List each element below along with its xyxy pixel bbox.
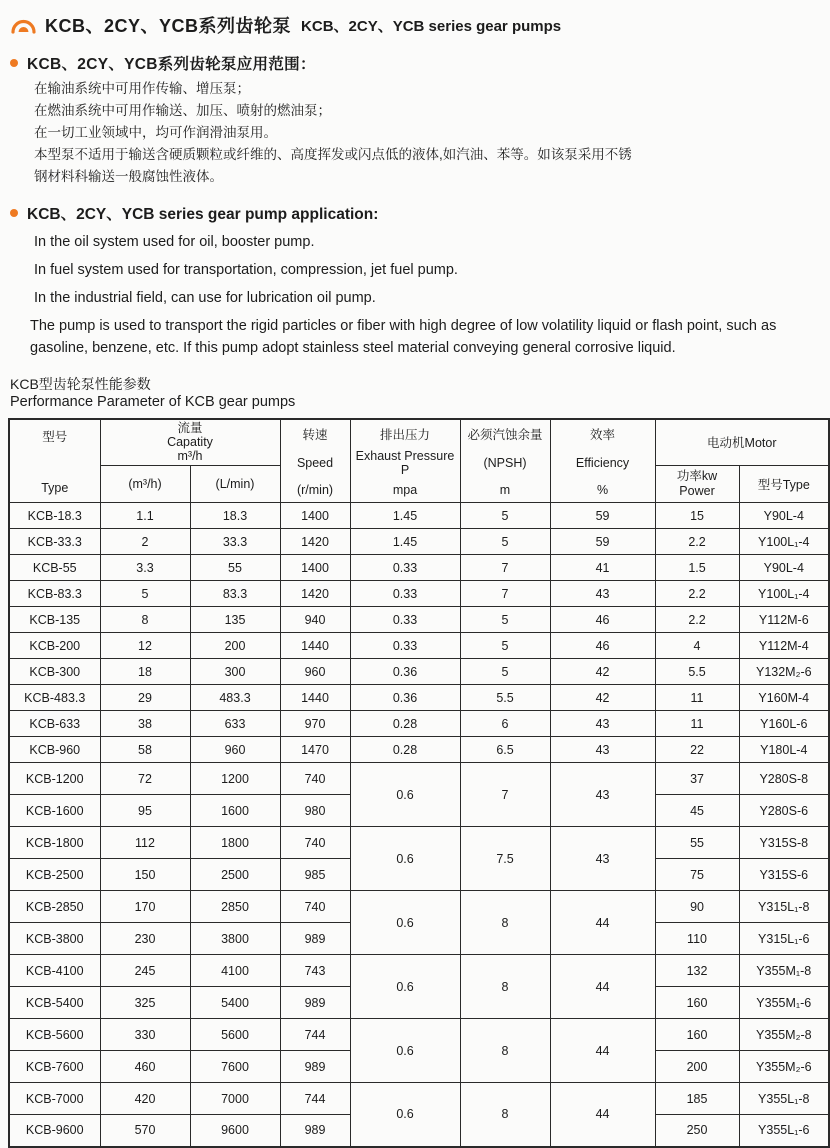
table-row	[9, 633, 829, 659]
cell-lmin: 483.3	[190, 685, 280, 711]
cell-motor-type: Y315S-8	[739, 827, 829, 859]
section-heading-zh-label: KCB、2CY、YCB系列齿轮泵应用范围：	[27, 56, 316, 73]
header-efficiency	[550, 419, 655, 503]
performance-table	[8, 418, 830, 1148]
header-npsh	[460, 419, 550, 503]
header-speed-zh: 转速	[302, 428, 328, 442]
header-capacity-m3h: (m³/h)	[100, 465, 190, 502]
cell-model: KCB-1800	[9, 827, 100, 859]
cell-power: 1.5	[655, 555, 739, 581]
cell-efficiency: 46	[550, 607, 655, 633]
cell-pressure: 1.45	[350, 529, 460, 555]
cell-motor-type: Y90L-4	[739, 503, 829, 529]
cell-speed: 940	[280, 607, 350, 633]
cell-efficiency: 43	[550, 737, 655, 763]
cell-power: 11	[655, 711, 739, 737]
table-row	[9, 685, 829, 711]
cell-lmin: 4100	[190, 955, 280, 987]
cell-motor-type: Y280S-8	[739, 763, 829, 795]
cell-pressure: 0.6	[350, 1083, 460, 1147]
cell-power: 2.2	[655, 581, 739, 607]
cell-pressure: 0.33	[350, 633, 460, 659]
cell-npsh: 5	[460, 607, 550, 633]
table-row	[9, 581, 829, 607]
cell-efficiency: 44	[550, 1083, 655, 1147]
cell-speed: 740	[280, 763, 350, 795]
cell-power: 45	[655, 795, 739, 827]
cell-npsh: 8	[460, 1019, 550, 1083]
header-power	[655, 465, 739, 502]
cell-model: KCB-200	[9, 633, 100, 659]
cell-m3h: 325	[100, 987, 190, 1019]
header-efficiency-unit: %	[596, 483, 609, 497]
cell-lmin: 33.3	[190, 529, 280, 555]
cell-npsh: 7	[460, 555, 550, 581]
cell-power: 11	[655, 685, 739, 711]
cell-npsh: 7	[460, 581, 550, 607]
cell-pressure: 0.28	[350, 711, 460, 737]
cell-efficiency: 44	[550, 955, 655, 1019]
cell-lmin: 1600	[190, 795, 280, 827]
cell-speed: 1440	[280, 685, 350, 711]
cell-npsh: 8	[460, 955, 550, 1019]
cell-lmin: 3800	[190, 923, 280, 955]
cell-speed: 744	[280, 1019, 350, 1051]
cell-lmin: 135	[190, 607, 280, 633]
cell-pressure: 0.28	[350, 737, 460, 763]
cell-power: 55	[655, 827, 739, 859]
cell-npsh: 7.5	[460, 827, 550, 891]
cell-lmin: 633	[190, 711, 280, 737]
cell-model: KCB-135	[9, 607, 100, 633]
header-efficiency-zh: 效率	[590, 428, 616, 442]
cell-lmin: 55	[190, 555, 280, 581]
table-row	[9, 607, 829, 633]
cell-efficiency: 43	[550, 763, 655, 827]
en-text-line: In the industrial field, can use for lubrication oil pump.	[34, 290, 376, 306]
cell-npsh: 5	[460, 659, 550, 685]
cell-model: KCB-483.3	[9, 685, 100, 711]
cell-npsh: 6	[460, 711, 550, 737]
cell-speed: 1440	[280, 633, 350, 659]
table-title-en: Performance Parameter of KCB gear pumps	[10, 394, 296, 410]
cell-motor-type: Y160L-6	[739, 711, 829, 737]
cell-lmin: 2500	[190, 859, 280, 891]
cell-npsh: 5	[460, 503, 550, 529]
cell-m3h: 245	[100, 955, 190, 987]
header-model-en: Type	[41, 481, 69, 495]
header-efficiency-en: Efficiency	[575, 456, 630, 470]
cell-lmin: 9600	[190, 1115, 280, 1147]
cell-model: KCB-2500	[9, 859, 100, 891]
document-header	[10, 12, 822, 38]
cell-m3h: 170	[100, 891, 190, 923]
cell-m3h: 330	[100, 1019, 190, 1051]
cell-pressure: 0.36	[350, 685, 460, 711]
cell-power: 90	[655, 891, 739, 923]
cell-lmin: 7000	[190, 1083, 280, 1115]
cell-efficiency: 42	[550, 685, 655, 711]
section-heading-en	[10, 202, 822, 224]
header-capacity-zh: 流量	[177, 421, 203, 436]
cell-speed: 740	[280, 891, 350, 923]
cell-motor-type: Y112M-6	[739, 607, 829, 633]
cell-model: KCB-2850	[9, 891, 100, 923]
en-text-line: In the oil system used for oil, booster pump.	[34, 234, 315, 250]
cell-power: 75	[655, 859, 739, 891]
table-row	[9, 891, 829, 923]
cell-motor-type: Y315L₁-8	[739, 891, 829, 923]
table-row	[9, 827, 829, 859]
cell-power: 37	[655, 763, 739, 795]
en-application-text	[34, 228, 822, 312]
cell-speed: 1420	[280, 581, 350, 607]
cell-motor-type: Y100L₁-4	[739, 529, 829, 555]
cell-lmin: 83.3	[190, 581, 280, 607]
table-row	[9, 763, 829, 795]
cell-model: KCB-3800	[9, 923, 100, 955]
cell-m3h: 112	[100, 827, 190, 859]
header-pressure-en: Exhaust Pressure P	[355, 449, 455, 477]
cell-model: KCB-5400	[9, 987, 100, 1019]
cell-power: 185	[655, 1083, 739, 1115]
table-row	[9, 529, 829, 555]
cell-m3h: 8	[100, 607, 190, 633]
cell-m3h: 29	[100, 685, 190, 711]
header-power-zh: 功率kw	[676, 468, 718, 483]
cell-model: KCB-4100	[9, 955, 100, 987]
bullet-icon	[10, 209, 18, 217]
cell-lmin: 5400	[190, 987, 280, 1019]
cell-efficiency: 41	[550, 555, 655, 581]
cell-efficiency: 59	[550, 529, 655, 555]
cell-power: 132	[655, 955, 739, 987]
cell-lmin: 300	[190, 659, 280, 685]
cell-motor-type: Y180L-4	[739, 737, 829, 763]
cell-efficiency: 43	[550, 581, 655, 607]
table-row	[9, 711, 829, 737]
cell-efficiency: 43	[550, 827, 655, 891]
header-capacity-lmin: (L/min)	[190, 465, 280, 502]
header-pressure-unit: mpa	[392, 483, 418, 497]
cell-speed: 1420	[280, 529, 350, 555]
table-row	[9, 737, 829, 763]
cell-m3h: 95	[100, 795, 190, 827]
cell-m3h: 2	[100, 529, 190, 555]
header-pressure	[350, 419, 460, 503]
table-row	[9, 1019, 829, 1051]
cell-efficiency: 42	[550, 659, 655, 685]
cell-speed: 989	[280, 1051, 350, 1083]
table-row	[9, 1083, 829, 1115]
cell-power: 250	[655, 1115, 739, 1147]
cell-npsh: 5	[460, 633, 550, 659]
table-row	[9, 555, 829, 581]
cell-efficiency: 46	[550, 633, 655, 659]
zh-text-line: 在一切工业领域中，均可作润滑油泵用。	[34, 125, 277, 140]
cell-motor-type: Y112M-4	[739, 633, 829, 659]
cell-pressure: 0.6	[350, 763, 460, 827]
header-capacity-unit: m³/h	[177, 449, 203, 464]
cell-motor-type: Y315L₁-6	[739, 923, 829, 955]
en-paragraph: The pump is used to transport the rigid particles or fiber with high degree of low volatility liquid or flash point, such as gasoline, benzene, etc. If this pump adopt stainless steel material conveying general corrosive liquid.	[30, 318, 777, 356]
table-row	[9, 955, 829, 987]
cell-model: KCB-9600	[9, 1115, 100, 1147]
header-speed-en: Speed	[296, 456, 334, 470]
header-motor: 电动机Motor	[655, 419, 829, 465]
cell-efficiency: 59	[550, 503, 655, 529]
cell-m3h: 3.3	[100, 555, 190, 581]
header-npsh-en: (NPSH)	[483, 456, 527, 470]
header-pressure-zh: 排出压力	[380, 428, 431, 442]
cell-pressure: 0.6	[350, 891, 460, 955]
cell-model: KCB-55	[9, 555, 100, 581]
cell-speed: 989	[280, 1115, 350, 1147]
cell-model: KCB-83.3	[9, 581, 100, 607]
cell-motor-type: Y160M-4	[739, 685, 829, 711]
bullet-icon	[10, 59, 18, 67]
table-row	[9, 503, 829, 529]
cell-pressure: 0.36	[350, 659, 460, 685]
zh-text-line: 在燃油系统中可用作输送、加压、喷射的燃油泵；	[34, 103, 331, 118]
cell-model: KCB-1600	[9, 795, 100, 827]
cell-model: KCB-33.3	[9, 529, 100, 555]
cell-power: 2.2	[655, 529, 739, 555]
zh-text-line: 在输油系统中可用作传输、增压泵；	[34, 81, 250, 96]
cell-speed: 960	[280, 659, 350, 685]
section-heading-en-label: KCB、2CY、YCB series gear pump application:	[27, 206, 379, 223]
cell-speed: 989	[280, 987, 350, 1019]
cell-npsh: 5.5	[460, 685, 550, 711]
cell-motor-type: Y355M₂-6	[739, 1051, 829, 1083]
page-title-en: KCB、2CY、YCB series gear pumps	[301, 17, 562, 35]
cell-model: KCB-960	[9, 737, 100, 763]
header-speed-unit: (r/min)	[296, 483, 334, 497]
cell-lmin: 1800	[190, 827, 280, 859]
zh-text-line: 钢材料科输送一般腐蚀性液体。	[34, 169, 223, 184]
cell-speed: 970	[280, 711, 350, 737]
cell-motor-type: Y315S-6	[739, 859, 829, 891]
cell-lmin: 18.3	[190, 503, 280, 529]
cell-model: KCB-300	[9, 659, 100, 685]
header-power-en: Power	[679, 483, 715, 498]
cell-m3h: 150	[100, 859, 190, 891]
cell-m3h: 570	[100, 1115, 190, 1147]
section-heading-zh	[10, 52, 822, 74]
cell-lmin: 7600	[190, 1051, 280, 1083]
brand-arc-icon	[10, 16, 37, 35]
header-capacity-en: Capatity	[167, 435, 213, 450]
cell-efficiency: 44	[550, 1019, 655, 1083]
cell-speed: 740	[280, 827, 350, 859]
cell-power: 110	[655, 923, 739, 955]
cell-power: 4	[655, 633, 739, 659]
header-model-zh: 型号	[42, 430, 68, 444]
table-body	[9, 503, 829, 1147]
cell-motor-type: Y90L-4	[739, 555, 829, 581]
cell-lmin: 200	[190, 633, 280, 659]
cell-power: 160	[655, 987, 739, 1019]
cell-model: KCB-633	[9, 711, 100, 737]
cell-lmin: 2850	[190, 891, 280, 923]
cell-m3h: 1.1	[100, 503, 190, 529]
cell-motor-type: Y355L₁-8	[739, 1083, 829, 1115]
header-motor-type: 型号Type	[739, 465, 829, 502]
cell-lmin: 1200	[190, 763, 280, 795]
cell-pressure: 0.33	[350, 555, 460, 581]
cell-npsh: 7	[460, 763, 550, 827]
zh-text-line: 本型泵不适用于输送含硬质颗粒或纤维的、高度挥发或闪点低的液体,如汽油、苯等。如该泵采用不锈	[34, 147, 632, 162]
header-npsh-unit: m	[499, 483, 511, 497]
cell-speed: 1470	[280, 737, 350, 763]
cell-npsh: 6.5	[460, 737, 550, 763]
header-npsh-zh: 必须汽蚀余量	[467, 428, 543, 442]
cell-m3h: 5	[100, 581, 190, 607]
cell-m3h: 420	[100, 1083, 190, 1115]
cell-efficiency: 43	[550, 711, 655, 737]
cell-npsh: 8	[460, 891, 550, 955]
cell-lmin: 5600	[190, 1019, 280, 1051]
cell-model: KCB-7000	[9, 1083, 100, 1115]
cell-m3h: 230	[100, 923, 190, 955]
cell-speed: 1400	[280, 503, 350, 529]
cell-motor-type: Y100L₁-4	[739, 581, 829, 607]
cell-pressure: 0.6	[350, 1019, 460, 1083]
cell-pressure: 0.33	[350, 581, 460, 607]
cell-m3h: 58	[100, 737, 190, 763]
cell-power: 5.5	[655, 659, 739, 685]
table-header-row-1	[9, 419, 829, 465]
cell-model: KCB-7600	[9, 1051, 100, 1083]
cell-motor-type: Y355M₁-8	[739, 955, 829, 987]
cell-npsh: 8	[460, 1083, 550, 1147]
cell-speed: 980	[280, 795, 350, 827]
cell-speed: 743	[280, 955, 350, 987]
cell-m3h: 12	[100, 633, 190, 659]
cell-power: 15	[655, 503, 739, 529]
cell-speed: 989	[280, 923, 350, 955]
cell-m3h: 72	[100, 763, 190, 795]
cell-speed: 744	[280, 1083, 350, 1115]
page-title-zh: KCB、2CY、YCB系列齿轮泵	[45, 16, 292, 36]
cell-power: 2.2	[655, 607, 739, 633]
header-capacity	[100, 419, 280, 465]
cell-power: 160	[655, 1019, 739, 1051]
zh-application-text	[34, 78, 822, 188]
cell-motor-type: Y355L₁-6	[739, 1115, 829, 1147]
cell-m3h: 18	[100, 659, 190, 685]
cell-model: KCB-5600	[9, 1019, 100, 1051]
cell-power: 22	[655, 737, 739, 763]
cell-power: 200	[655, 1051, 739, 1083]
table-title-zh: KCB型齿轮泵性能参数	[10, 376, 151, 392]
table-row	[9, 659, 829, 685]
en-text-line: In fuel system used for transportation, compression, jet fuel pump.	[34, 262, 458, 278]
cell-lmin: 960	[190, 737, 280, 763]
cell-efficiency: 44	[550, 891, 655, 955]
header-speed	[280, 419, 350, 503]
cell-pressure: 0.6	[350, 955, 460, 1019]
cell-model: KCB-18.3	[9, 503, 100, 529]
cell-npsh: 5	[460, 529, 550, 555]
cell-m3h: 460	[100, 1051, 190, 1083]
header-model	[9, 419, 100, 503]
cell-motor-type: Y355M₁-6	[739, 987, 829, 1019]
cell-motor-type: Y132M₂-6	[739, 659, 829, 685]
cell-speed: 1400	[280, 555, 350, 581]
cell-motor-type: Y280S-6	[739, 795, 829, 827]
cell-pressure: 1.45	[350, 503, 460, 529]
cell-m3h: 38	[100, 711, 190, 737]
cell-pressure: 0.33	[350, 607, 460, 633]
cell-pressure: 0.6	[350, 827, 460, 891]
cell-model: KCB-1200	[9, 763, 100, 795]
cell-speed: 985	[280, 859, 350, 891]
cell-motor-type: Y355M₂-8	[739, 1019, 829, 1051]
